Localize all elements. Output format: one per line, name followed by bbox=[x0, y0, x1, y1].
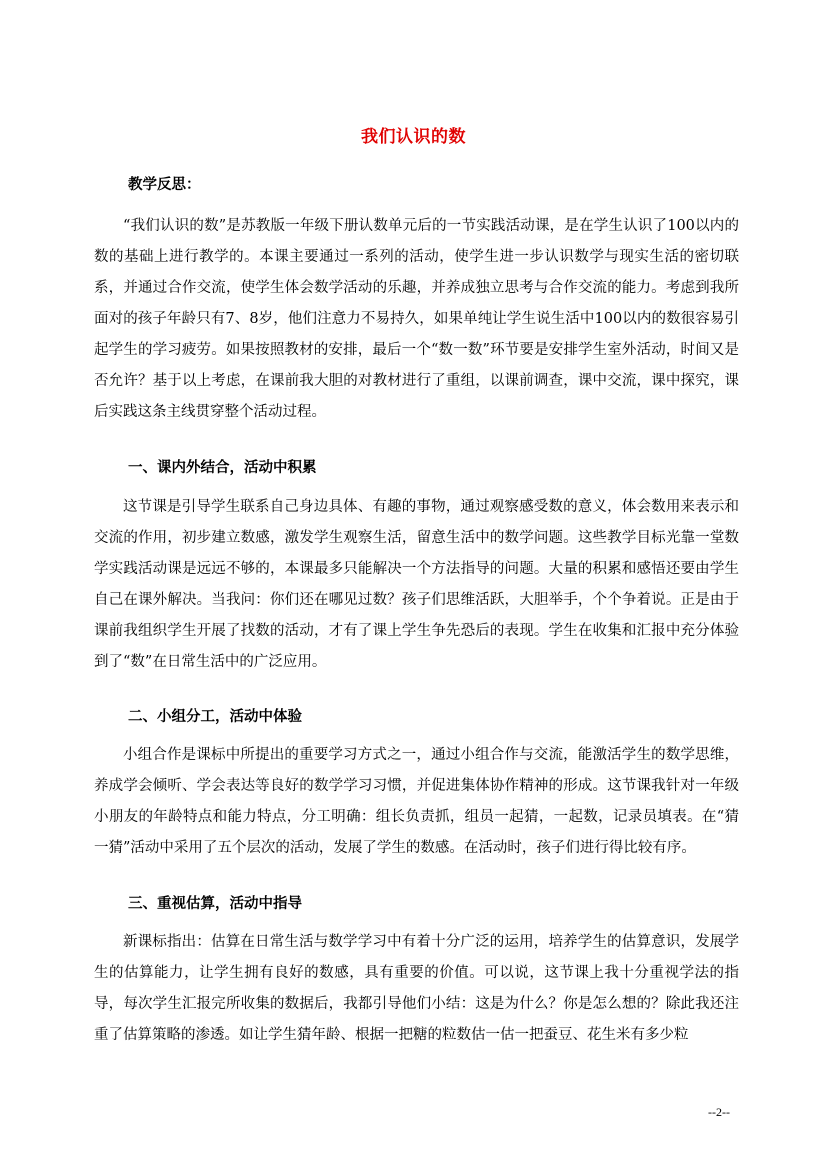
section-3-heading: 三、重视估算，活动中指导 bbox=[128, 895, 302, 912]
section-1-body: 这节课是引导学生联系自己身边具体、有趣的事物，通过观察感受数的意义，体会数用来表示和交流的作用，初步建立数感，激发学生观察生活，留意生活中的数学问题。这些教学目标光靠一堂数学实践活动课是远远不够的，本课最多只能解决一个方法指导的问题。大量的积累和感悟还要由学生自己在课外解决。当我问：你们还在哪见过数？孩子们思维活跃，大胆举手，个个争着说。正是由于课前我组织学生开展了找数的活动，才有了课上学生争先恐后的表现。学生在收集和汇报中充分体验到了“数”在日常生活中的广泛应用。 bbox=[94, 499, 739, 670]
section-2-heading: 二、小组分工，活动中体验 bbox=[128, 708, 302, 725]
reflection-label: 教学反思： bbox=[128, 176, 201, 193]
section-2-body: 小组合作是课标中所提出的重要学习方式之一，通过小组合作与交流，能激活学生的数学思维，养成学会倾听、学会表达等良好的数学学习习惯，并促进集体协作精神的形成。这节课我针对一年级小朋友的年龄特点和能力特点，分工明确：组长负责抓，组员一起猜，一起数，记录员填表。在“猜一猜”活动中采用了五个层次的活动，发展了学生的数感。在活动时，孩子们进行得比较有序。 bbox=[94, 747, 739, 856]
page-number: --2-- bbox=[708, 1105, 730, 1119]
page-title: 我们认识的数 bbox=[361, 127, 466, 147]
intro-paragraph: “我们认识的数”是苏教版一年级下册认数单元后的一节实践活动课，是在学生认识了100以内的数的基础上进行教学的。本课主要通过一系列的活动，使学生进一步认识数学与现实生活的密切联系，并通过合作交流，使学生体会数学活动的乐趣，并养成独立思考与合作交流的能力。考虑到我所面对的孩子年龄只有7、8岁，他们注意力不易持久，如果单纯让学生说生活中100以内的数很容易引起学生的学习疲劳。如果按照教材的安排，最后一个“数一数”环节要是安排学生室外活动，时间又是否允许？基于以上考虑，在课前我大胆的对教材进行了重组，以课前调查，课中交流，课中探究，课后实践这条主线贯穿整个活动过程。 bbox=[94, 218, 739, 420]
section-3-body: 新课标指出：估算在日常生活与数学学习中有着十分广泛的运用，培养学生的估算意识，发展学生的估算能力，让学生拥有良好的数感，具有重要的价值。可以说，这节课上我十分重视学法的指导，每次学生汇报完所收集的数据后，我都引导他们小结：这是为什么？你是怎么想的？除此我还注重了估算策略的渗透。如让学生猜年龄、根据一把糖的粒数估一估一把蚕豆、花生米有多少粒 bbox=[94, 934, 739, 1043]
section-1-heading: 一、课内外结合，活动中积累 bbox=[128, 459, 317, 476]
